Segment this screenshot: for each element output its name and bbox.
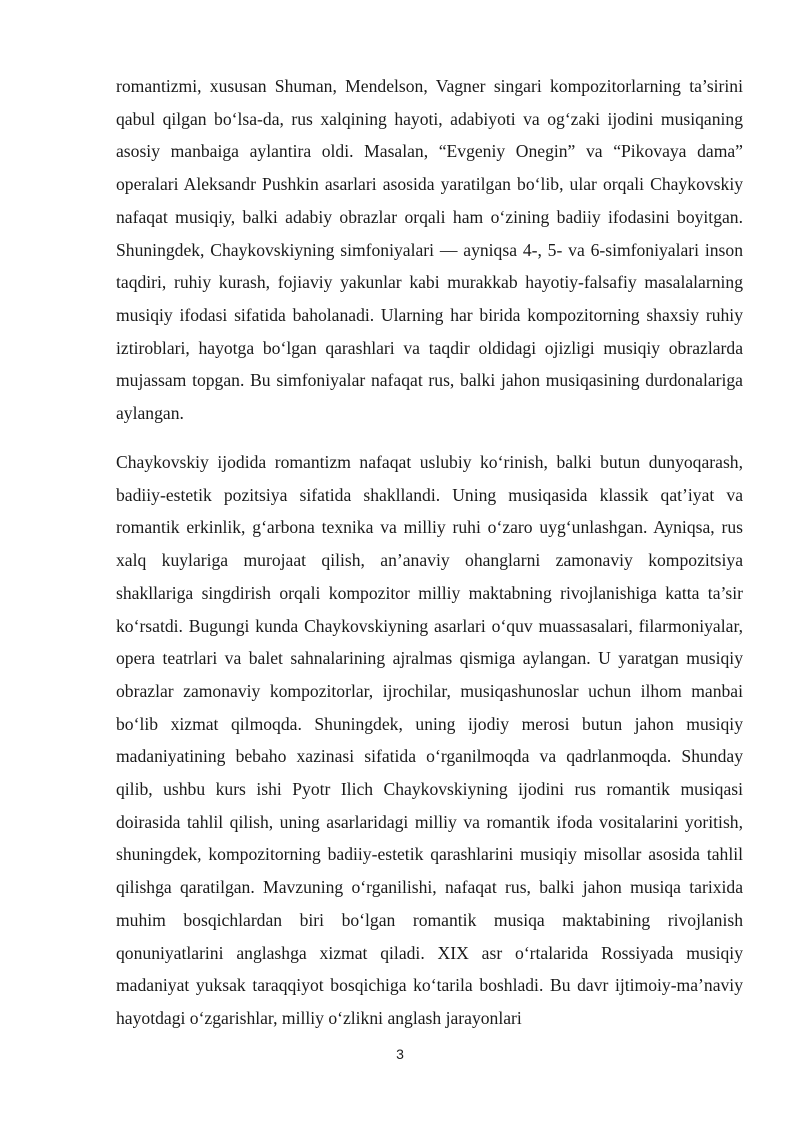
- paragraph-chaykovskiy-creativity: Chaykovskiy ijodida romantizm nafaqat uslubiy ko‘rinish, balki butun dunyoqarash, badiiy-estetik pozitsiya sifatida shakllandi. Uning musiqasida klassik qat’iyat va romantik erkinlik, g‘arbona texnika va milliy ruhi o‘zaro uyg‘unlashgan. Ayniqsa, rus xalq kuylariga murojaat qilish, an’anaviy ohanglarni zamonaviy kompozitsiya shakllariga singdirish orqali kompozitor milliy maktabning rivojlanishiga katta ta’sir ko‘rsatdi. Bugungi kunda Chaykovskiyning asarlari o‘quv muassasalari, filarmoniyalar, opera teatrlari va balet sahnalarining ajralmas qismiga aylangan. U yaratgan musiqiy obrazlar zamonaviy kompozitorlar, ijrochilar, musiqashunoslar uchun ilhom manbai bo‘lib xizmat qilmoqda. Shuningdek, uning ijodiy merosi butun jahon musiqiy madaniyatining bebaho xazinasi sifatida o‘rganilmoqda va qadrlanmoqda. Shunday qilib, ushbu kurs ishi Pyotr Ilich Chaykovskiyning ijodini rus romantik musiqasi doirasida tahlil qilish, uning asarlaridagi milliy va romantik ifoda vositalarini yoritish, shuningdek, kompozitorning badiiy-estetik qarashlarini musiqiy misollar asosida tahlil qilishga qaratilgan. Mavzuning o‘rganilishi, nafaqat rus, balki jahon musiqa tarixida muhim bosqichlardan biri bo‘lgan romantik musiqa maktabining rivojlanish qonuniyatlarini anglashga xizmat qiladi. XIX asr o‘rtalarida Rossiyada musiqiy madaniyat yuksak taraqqiyot bosqichiga ko‘tarila boshladi. Bu davr ijtimoiy-ma’naviy hayotdagi o‘zgarishlar, milliy o‘zlikni anglash jarayonlari: [116, 452, 743, 1028]
- page-number: 3: [396, 1046, 404, 1062]
- paragraph-romanticism-influence: romantizmi, xususan Shuman, Mendelson, Vagner singari kompozitorlarning ta’sirini qabul qilgan bo‘lsa-da, rus xalqining hayoti, adabiyoti va og‘zaki ijodini musiqaning asosiy manbaiga aylantira oldi. Masalan, “Evgeniy Onegin” va “Pikovaya dama” operalari Aleksandr Pushkin asarlari asosida yaratilgan bo‘lib, ular orqali Chaykovskiy nafaqat musiqiy, balki adabiy obrazlar orqali ham o‘zining badiiy ifodasini boyitgan. Shuningdek, Chaykovskiyning simfoniyalari — ayniqsa 4-, 5- va 6-simfoniyalari inson taqdiri, ruhiy kurash, fojiaviy yakunlar kabi murakkab hayotiy-falsafiy masalalarning musiqiy ifodasi sifatida baholanadi. Ularning har birida kompozitorning shaxsiy ruhiy iztiroblari, hayotga bo‘lgan qarashlari va taqdir oldidagi ojizligi musiqiy obrazlarda mujassam topgan. Bu simfoniyalar nafaqat rus, balki jahon musiqasining durdonalariga aylangan.: [116, 76, 743, 424]
